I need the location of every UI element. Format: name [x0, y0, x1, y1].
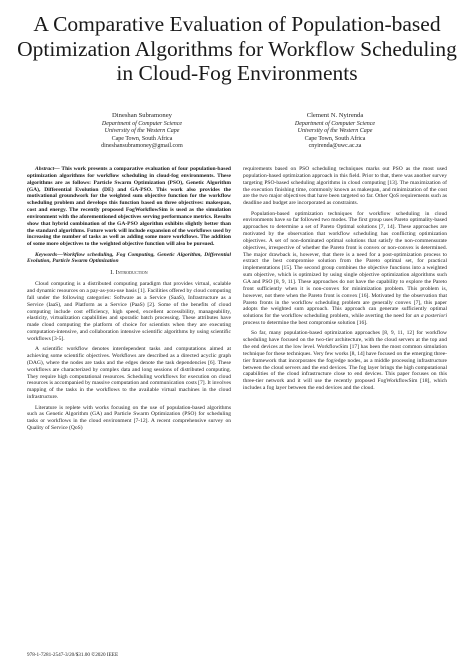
keywords-text: —Workflow scheduling, Fog Computing, Genetic Algorithm, Differential Evolution, Particle Swarm Optimization	[27, 251, 231, 265]
title-line-2: Optimization Algorithms for Workflow Scheduling	[17, 36, 457, 61]
author-block-2	[245, 112, 425, 151]
author-name: Clement N. Nyirenda	[306, 112, 364, 119]
title-line-1: A Comparative Evaluation of Population-based	[33, 12, 441, 36]
title-line-3: in Cloud-Fog Environments	[116, 61, 358, 85]
author-university: University of the Western Cape	[104, 128, 180, 135]
paragraph	[243, 211, 447, 327]
author-block-1	[52, 112, 232, 151]
paragraph-text-tail: process to determine the best compromise solution [16].	[243, 320, 368, 327]
paragraph: requirements based on PSO scheduling techniques marks out PSO as the most used population-based optimization approach in this field. Prior to that, there was another survey targeting PSO-based scheduling algorithms in cloud computing [13]. The maximization of the execution finishing time, commonly known as makespan, and minimization of the cost are the two major objectives that have been targeted so far. Other QoS requirements such as deadline and budget are incorporated as constraints.	[243, 166, 447, 207]
section-heading-introduction: I. Introduction	[110, 269, 148, 277]
paragraph: So far, many population-based optimization approaches [8, 9, 11, 12] for workflow scheduling have focused on the two-tier architecture, with the cloud servers at the top and the end devices at the low level. WorkflowSim [17] has been the most common simulation technique for these techniques. Very few works [8, 14] have focused on the emerging three-tier framework that incorporates the fog/edge nodes, as a middle processing infrastructure between the cloud servers and the end devices. The fog layer brings the high computational capabilities of the cloud infrastructure close to end devices. This paper focuses on this three-tier network and it will use the recently proposed FogWorkflowSim [18], which includes a fog layer between the end devices and the cloud.	[243, 330, 447, 392]
author-department: Department of Computer Science	[101, 120, 183, 127]
paragraph-text: Population-based optimization techniques for workflow scheduling in cloud environments have so far followed two modes. The first group uses Pareto optimality-based approaches to determine a set of Pareto Optimal solutions [7, 14]. These approaches are motivated by the observation that workflow scheduling has conflicting optimization objectives. A set of non-dominated optimal solutions that satisfy the non-commensurate objectives, irrespective of whether the Pareto front is convex or non-convex is determined. The major drawback is, however, that there is a need for a post-optimization process to extract the best compromise solution from the Pareto optimal set, for practical implementations [15]. The second group combines the objective functions into a weighted sum objective, which is optimized by using single objective optimization algorithms such GA and PSO [8, 9, 11]. These approaches do not have the capability to explore the Pareto front sufficiently when it is non-convex for minimization problem. This problem is, however, not there when the Pareto front is convex [16]. Motivated by the observation that Pareto fronts in the workflow scheduling problem are generally convex [7], this paper adopts the weighted sum approach. This approach can generate sufficiently optimal solutions for the workflow scheduling problem, while averting the need for	[243, 210, 447, 320]
author-location: Cape Town, South Africa	[304, 135, 366, 142]
author-department: Department of Computer Science	[294, 120, 376, 127]
paragraph: Cloud computing is a distributed computing paradigm that provides virtual, scalable and dynamic resources on a pay-as-you-use basis [1]. Facilities offered by cloud computing fall under the following categories: Software as a Service (SaaS), Infrastructure as a Service (IaaS), and Platform as a Service (PaaS) [2]. Some of the benefits of cloud computing include cost efficiency, high speed, excellent accessibility, manageability, elasticity, virtualization capabilities and sporadic batch processing. These attributes have made cloud computing the platform of choice for scientists when they are executing computation-intensive, and collaboration intensive scientific algorithms by using scientific workflows [3-5].	[27, 281, 231, 342]
abstract	[27, 166, 231, 248]
keywords	[27, 252, 231, 266]
emphasis-text: an a posteriori	[413, 313, 447, 320]
author-name: Dineshan Subramoney	[112, 112, 172, 119]
abstract-lead: Abstract	[35, 166, 55, 172]
author-email[interactable]: dineshansubramoney@gmail.com	[101, 143, 183, 150]
abstract-text: — This work presents a comparative evaluation of four population-based optimization algorithms for workflow scheduling in cloud-fog environments. These algorithms are as follows: Particle Swarm Optimization (PSO), Genetic Algorithm (GA), Differential Evolution (DE) and GA-PSO. This work also provides the motivational groundwork for the weighted sum objective function for the workflow scheduling problem and develops this function based on three objectives: makespan, cost and energy. The recently proposed FogWorkflowSim is used as the simulation environment with the aforementioned objectives serving performance metrics. Results show that hybrid combination of the GA-PSO algorithm exhibits slightly better than the standard algorithms. Future work will include expansion of the workflows used by increasing the number of tasks as well as adding some more workflows. The addition of some more objectives to the weighted objective function will also be pursued.	[27, 166, 231, 248]
author-email[interactable]: cnyirenda@uwc.ac.za	[308, 143, 362, 150]
paragraph: Literature is replete with works focusing on the use of population-based algorithms such as Genetic Algorithm (GA) and Particle Swarm Optimization (PSO) for scheduling tasks or workflows in the cloud environment [7-12]. A recent comprehensive survey on Quality of Service (QoS)	[27, 404, 231, 432]
copyright-footer: 978-1-7281-2547-3/20/$31.00 ©2020 IEEE	[27, 652, 119, 658]
right-column	[243, 166, 447, 396]
paragraph: A scientific workflow denotes interdependent tasks and computations aimed at achieving some scientific objectives. Workflows are described as a directed acyclic graph (DAG), where the nodes are tasks and the edges denote the task dependencies [6]. These workflows are characterized by complex data and long sessions of distributed computing. They require high computational resources. Scheduling workflows for execution on cloud resources is accompanied by massive computation and communication costs [7]. It involves mapping of the tasks in the workflows to the available virtual machines in the cloud infrastructure.	[27, 346, 231, 401]
author-university: University of the Western Cape	[297, 128, 373, 135]
paper-title	[0, 12, 474, 86]
keywords-lead: Keywords	[35, 251, 58, 258]
left-column	[27, 166, 231, 435]
author-location: Cape Town, South Africa	[111, 135, 173, 142]
